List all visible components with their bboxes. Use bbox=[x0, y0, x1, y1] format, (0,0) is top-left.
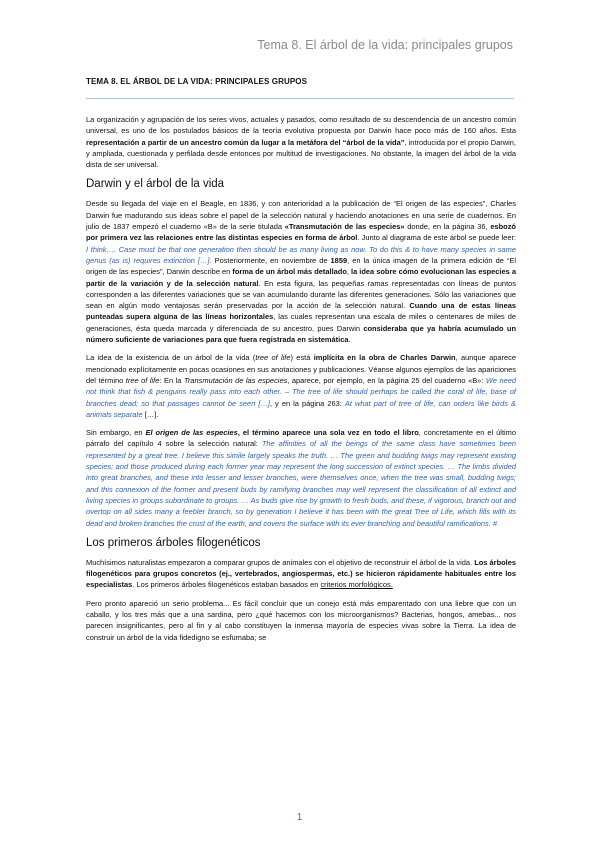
text: : En la bbox=[159, 375, 184, 385]
text: Desde su llegada del viaje en el Beagle, en 1836, y con anterioridad a la publicación de “El origen de las especies”, Charles Darwin fue madurando sus ideas sobre el papel de la selección natural y haciendo anotaciones en una serie de cuadernos. En julio de 1837 empezó el cuaderno «B» de la serie titulada bbox=[86, 199, 516, 232]
quote-text: At what part of tree of life, can orders like birds & animals separate bbox=[86, 398, 516, 419]
text: , las cuales representan una escala de miles o centenares de miles de generaciones, ésta queda marcada y diferenciada de su ancestro, pues Darwin bbox=[86, 312, 517, 333]
bold-text: representación a partir de un ancestro común da lugar a la metáfora del “árbol de la vida” bbox=[86, 137, 405, 147]
bold-text: consideraba que ya habría acumulado un número suficiente de variaciones para que fuera registrada en sistemática bbox=[86, 323, 516, 345]
bold-text: 1859 bbox=[330, 255, 348, 265]
text: La organización y agrupación de los seres vivos, actuales y pasados, como resultado de su descendencia de un ancestro común universal, es uno de los postulados básicos de la teoría evolutiva propuesta por Darwin hace poco más de 160 años. Esta bbox=[86, 115, 516, 136]
text: ) está bbox=[290, 353, 314, 363]
italic-text: tree of life bbox=[125, 375, 160, 385]
text: , y en la página 263: bbox=[269, 398, 345, 408]
text: . bbox=[348, 335, 351, 345]
text: , en la única imagen de la primera edición de “El origen de las especies”, Darwin describe en bbox=[86, 255, 516, 277]
text: Muchísimos naturalistas empezaron a comparar grupos de animales con el objetivo de reconstruir el árbol de la vida. bbox=[86, 557, 475, 567]
paragraph-microorganisms bbox=[86, 598, 516, 643]
text: . Junto al diagrama de este árbol se puede leer: bbox=[357, 233, 517, 243]
bold-text: la idea sobre cómo evolucionan las especies a partir de la variación y de la selección natural bbox=[86, 267, 516, 288]
underlined-text: criterios morfológicos. bbox=[320, 580, 393, 590]
title-divider bbox=[86, 98, 514, 99]
page-number: 1 bbox=[296, 812, 303, 823]
paragraph-origin-of-species bbox=[86, 427, 516, 529]
paragraph-naturalists bbox=[86, 557, 516, 591]
bold-text: Cuando una de estas líneas punteadas supera alguna de las líneas horizontales bbox=[86, 301, 516, 322]
italic-text: tree of life bbox=[255, 353, 291, 363]
paragraph-tree-of-life bbox=[86, 352, 516, 420]
text: , aunque aparece mencionado explícitamente en pocas ocasiones en sus anotaciones y publicaciones. Véanse algunos ejemplos de las apariciones del término bbox=[86, 353, 516, 385]
text: , bbox=[346, 267, 352, 277]
bold-text: , el término aparece una sola vez en todo el libro bbox=[237, 428, 419, 438]
text: […]. bbox=[142, 409, 159, 419]
running-header: Tema 8. El árbol de la vida: principales grupos bbox=[257, 38, 513, 52]
text: Pero pronto apareció un serio problema... Es fácil concluir que un conejo está más emparentado con una liebre que con un caballo, y los tres más que a una sardina, pero ¿qué hacemos con los microorganismos? Bacterias, hongos, amebas... nos parecen insignificantes, pero al fin y al cabo constituyen la inmensa mayoría de especies vivas sobre la Tierra. La idea de construir un árbol de la vida fidedigno se esfumaba; se bbox=[86, 598, 516, 642]
text: La idea de la existencia de un árbol de la vida ( bbox=[86, 353, 256, 363]
bold-text: implícita en la obra de Charles Darwin bbox=[313, 353, 456, 363]
text: . Los primeros árboles filogenéticos estaban basados en bbox=[132, 580, 321, 590]
document-title: TEMA 8. EL ÁRBOL DE LA VIDA: PRINCIPALES GRUPOS bbox=[86, 77, 308, 86]
bold-italic-text: El origen de las especies bbox=[145, 428, 238, 438]
italic-text: Transmutación de las especies bbox=[183, 375, 288, 385]
section-heading-darwin: Darwin y el árbol de la vida bbox=[86, 178, 225, 191]
text: Posteriormente, en noviembre de bbox=[211, 255, 331, 265]
bold-text: Los árboles filogenéticos para grupos concretos (ej., vertebrados, angiospermas, etc.) se hicieron rápidamente habituales entre los especialistas bbox=[86, 557, 516, 590]
quote-text: I think…. Case must be that one generation then should be as many living as now. To do this & to have many species in same genus (as is) requires extinction […]. bbox=[86, 244, 516, 265]
text: . En esta figura, las pequeñas ramas representadas con líneas de puntos corresponden a las diferentes variaciones que se van acumulando durante las diferentes generaciones. Sólo las variaciones que sean en algún modo ventajosas serán preservadas por la acción de la selección natural. bbox=[86, 278, 516, 311]
text: , introducida por el propio Darwin, y ampliada, cuestionada y perfilada desde entonces por multitud de investigaciones. No obstante, la imagen del árbol de la vida dista de ser universal. bbox=[86, 137, 516, 170]
intro-paragraph bbox=[86, 114, 516, 170]
text: Sin embargo, en bbox=[86, 428, 146, 438]
text: , concretamente en el último párrafo del capítulo 4 sobre la selección natural: bbox=[86, 428, 517, 449]
quote-text: The affinities of all the beings of the same class have sometimes been represented by a great tree. I believe this simile largely speaks the truth. … The green and budding twigs may represent existing species; and those produced during each former year may represent the long succession of extinct species. … The limbs divided into great branches, and these into lesser and lesser branches, were themselves once, when the tree was small, budding twigs; and this connexion of the former and present buds by ramifying branches may well represent the classification of all extinct and living species in groups subordinate to groups. … As buds give rise by growth to fresh buds, and these, if vigorous, branch out and overtop on all sides many a feebler branch, so by generation I believe it has been with the great Tree of Life, which fills with its dead and broken branches the crust of the earth, and covers the surface with its ever branching and beautiful ramifications. # bbox=[86, 439, 516, 528]
text: , aparece, por ejemplo, en la página 25 del cuaderno «B»: bbox=[287, 375, 486, 385]
document-body bbox=[86, 114, 516, 650]
bold-text: «Transmutación de las especies» bbox=[284, 222, 405, 232]
paragraph-beagle bbox=[86, 198, 516, 345]
bold-text: forma de un árbol más detallado bbox=[232, 267, 347, 277]
quote-text: We need not think that fish & penguins really pass into each other. – The tree of life should perhaps be called the coral of life, base of branches dead; so that passages cannot be seen […] bbox=[86, 375, 517, 408]
bold-text: esbozó por primera vez las relaciones entre las distintas especies en forma de árbol bbox=[86, 222, 516, 243]
section-heading-phylogenetic-trees: Los primeros árboles filogenéticos bbox=[86, 536, 261, 549]
text: donde, en la página 36, bbox=[404, 222, 491, 232]
